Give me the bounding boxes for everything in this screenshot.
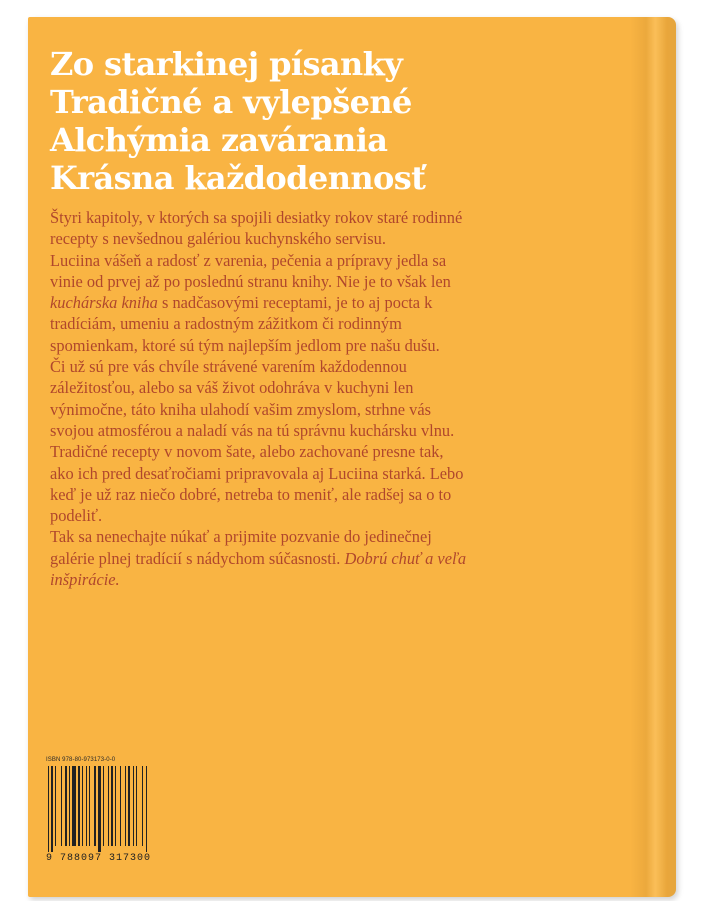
barcode-bar (111, 766, 113, 846)
spine-shadow (630, 17, 676, 897)
barcode-bar (146, 766, 147, 852)
barcode-bar (98, 766, 101, 852)
chapter-title-2: Tradičné a vylepšené (50, 83, 412, 121)
barcode-bar (94, 766, 96, 846)
barcode-bar (55, 766, 56, 846)
barcode-bar (86, 766, 87, 846)
chapter-title-3: Alchýmia zavárania (50, 121, 388, 159)
blurb-paragraph-1: Štyri kapitoly, v ktorých sa spojili desiatky rokov staré rodinné recepty s nevšednou galériou kuchynského servisu. (50, 208, 463, 249)
book-back-cover (28, 17, 676, 897)
barcode-bar (142, 766, 143, 846)
blurb-paragraph-3: Či už sú pre vás chvíle strávené varením každodennou záležitosťou, alebo sa váš život odohráva v kuchyni len výnimočne, táto kniha ulahodí vašim zmyslom, strhne vás svojou atmosférou a naladí vás na tú správnu kuchársku vlnu. Tradičné recepty v novom šate, alebo zachované presne tak, ako ich pred desaťročiami pripravovala aj Luciina starká. Lebo keď je už raz niečo dobré, netreba to meniť, ale radšej sa o to podeliť. (50, 357, 464, 526)
barcode-bar (120, 766, 121, 846)
barcode-bar (125, 766, 126, 846)
barcode-bar (115, 766, 116, 846)
blurb (50, 207, 470, 590)
blurb-paragraph-2 (50, 250, 470, 356)
blurb-text: Tak sa nenechajte núkať a prijmite pozvanie do jedinečnej galérie plnej tradícií s nádychom súčasnosti. (50, 527, 432, 568)
barcode-bar (48, 766, 49, 852)
barcode-bar (65, 766, 67, 846)
barcode-bar (133, 766, 134, 846)
barcode-bar (108, 766, 109, 846)
barcode-digits: 9 788097 317300 (46, 853, 152, 864)
barcode-bar (89, 766, 90, 846)
barcode-bars (48, 766, 152, 852)
barcode (46, 757, 154, 864)
blurb-paragraph-4 (50, 526, 470, 590)
barcode-bar (72, 766, 75, 846)
barcode-bar (69, 766, 70, 846)
chapter-title-4: Krásna každodennosť (50, 159, 426, 197)
barcode-bar (82, 766, 83, 846)
barcode-bar (78, 766, 80, 846)
blurb-emphasis: kuchárska kniha (50, 293, 158, 313)
blurb-text: s nadčasovými receptami, je to aj pocta k tradíciám, umeniu a radostným zážitkom či rodinným spomienkam, ktoré sú tým najlepším jedlom pre našu dušu. (50, 293, 440, 355)
barcode-bar (51, 766, 53, 852)
blurb-emphasis: Dobrú chuť a veľa inšpirácie. (50, 548, 467, 590)
barcode-bar (103, 766, 104, 846)
barcode-bar (136, 766, 137, 846)
chapter-titles (50, 45, 630, 197)
barcode-bar (128, 766, 130, 846)
barcode-bar (61, 766, 62, 846)
isbn-label: ISBN 978-80-973173-0-0 (46, 757, 116, 763)
chapter-title-1: Zo starkinej písanky (50, 45, 403, 83)
blurb-text: Luciina vášeň a radosť z varenia, pečenia a prípravy jedla sa vinie od prvej až po poslednú stranu knihy. Nie je to však len (50, 250, 451, 291)
